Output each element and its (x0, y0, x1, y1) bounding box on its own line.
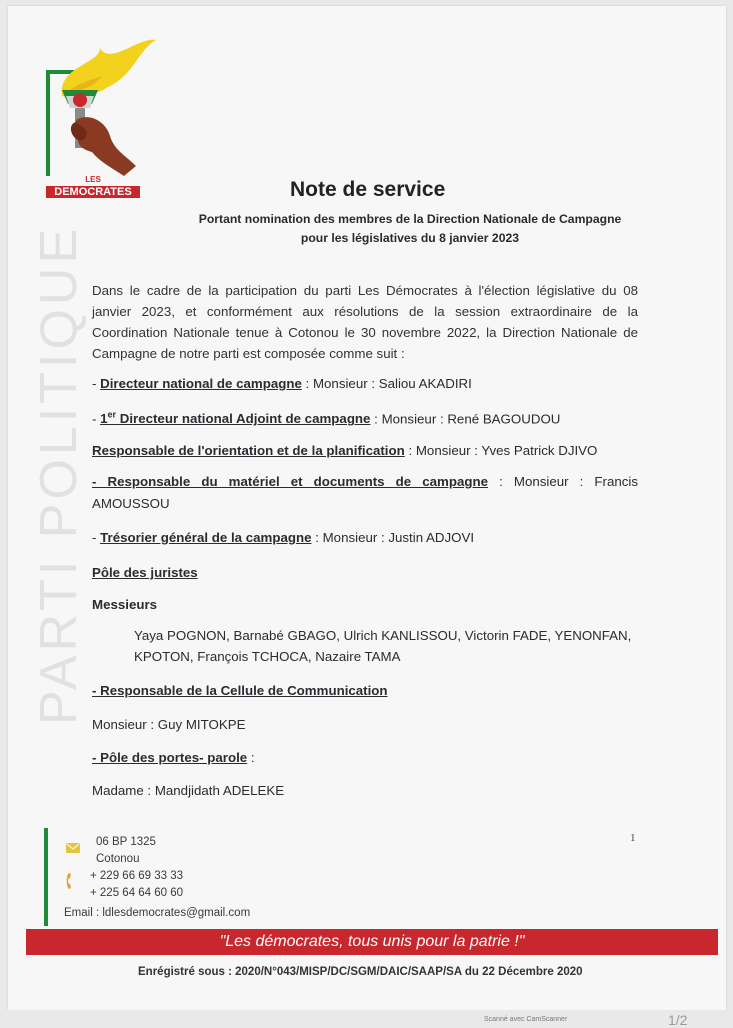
contact-phone-2: + 225 64 64 60 60 (90, 887, 184, 899)
entry-separator: : (404, 443, 416, 458)
entry-separator: : (301, 376, 313, 391)
entry-directeur (92, 376, 472, 391)
portes-parole-title: - Pôle des portes- parole (92, 750, 248, 765)
intro-paragraph: Dans le cadre de la participation du parti Les Démocrates à l'élection législative du 08 janvier 2023, et conformément aux résolutions de la session extraordinaire de la Coordination Nationale tenue à Cotonou le 30 novembre 2022, la Direction Nationale de Campagne de notre parti est composée comme suit : (92, 283, 638, 361)
juristes-names-line-1: Yaya POGNON, Barnabé GBAGO, Ulrich KANLISSOU, Victorin FADE, YENONFAN, (134, 628, 632, 643)
communication-heading: - Responsable de la Cellule de Communication (92, 683, 388, 698)
registration-line: Enrégistré sous : 2020/N°043/MISP/DC/SGM/DAIC/SAAP/SA du 22 Décembre 2020 (138, 966, 583, 978)
entry-orientation (92, 443, 597, 458)
contact-email: Email : ldlesdemocrates@gmail.com (64, 907, 251, 919)
entry-role: Directeur national de campagne (100, 376, 302, 391)
entry-separator: : (370, 411, 382, 427)
entry-role-text: Directeur national Adjoint de campagne (116, 411, 371, 427)
mailbox-icon (66, 842, 80, 854)
contact-city: Cotonou (96, 853, 140, 865)
entry-name: Monsieur : Justin ADJOVI (322, 530, 475, 545)
phone-icon (66, 872, 76, 890)
page-subtitle (160, 210, 660, 248)
juristes-heading: Pôle des juristes (92, 565, 198, 580)
juristes-salutation: Messieurs (92, 597, 158, 612)
bottom-strip (0, 1010, 733, 1024)
subtitle-line-1: Portant nomination des membres de la Direction Nationale de Campagne (198, 212, 622, 226)
contact-phone-1: + 229 66 69 33 33 (90, 870, 184, 882)
entry-role: - Responsable du matériel et documents de campagne (92, 474, 489, 489)
svg-text:DEMOCRATES: DEMOCRATES (54, 186, 132, 198)
entry-tresorier (92, 530, 474, 545)
subtitle-line-2: pour les législatives du 8 janvier 2023 (300, 231, 520, 245)
entry-role: Responsable de l'orientation et de la planification (92, 443, 405, 458)
entry-materiel-name: AMOUSSOU (92, 496, 170, 511)
page-title: Note de service (290, 178, 446, 201)
entry-role-number: 1 (100, 411, 108, 427)
page-number: 1 (630, 832, 636, 844)
svg-text:LES: LES (85, 175, 101, 184)
footer-green-bar (44, 828, 48, 926)
entry-role (100, 411, 370, 426)
entry-materiel (92, 474, 638, 489)
juristes-names-line-2: KPOTON, François TCHOCA, Nazaire TAMA (134, 649, 401, 664)
entry-name: : Monsieur : Francis (488, 474, 638, 489)
entry-adjoint (92, 410, 560, 426)
entry-prefix: - (92, 411, 101, 427)
entry-name: Monsieur : René BAGOUDOU (381, 411, 561, 427)
scanner-label: Scanné avec CamScanner (484, 1016, 568, 1023)
slogan-text: "Les démocrates, tous unis pour la patrie !" (219, 933, 525, 950)
communication-name: Monsieur : Guy MITOKPE (92, 717, 246, 732)
les-democrates-logo (40, 36, 158, 206)
entry-name: Monsieur : Saliou AKADIRI (312, 376, 472, 391)
portes-parole-tail: : (247, 750, 255, 765)
contact-bp: 06 BP 1325 (96, 836, 156, 848)
entry-prefix: - (92, 530, 101, 545)
watermark-text: PARTI POLITIQUE (30, 224, 88, 726)
entry-role: Trésorier général de la campagne (100, 530, 312, 545)
portes-parole-name: Madame : Mandjidath ADELEKE (92, 783, 285, 798)
slogan-banner (26, 929, 718, 955)
entry-name: Monsieur : Yves Patrick DJIVO (415, 443, 598, 458)
entry-separator: : (311, 530, 323, 545)
portes-parole-heading (92, 750, 255, 765)
page-indicator: 1/2 (668, 1012, 688, 1028)
entry-prefix: - (92, 376, 101, 391)
entry-role-sup: er (107, 410, 117, 420)
